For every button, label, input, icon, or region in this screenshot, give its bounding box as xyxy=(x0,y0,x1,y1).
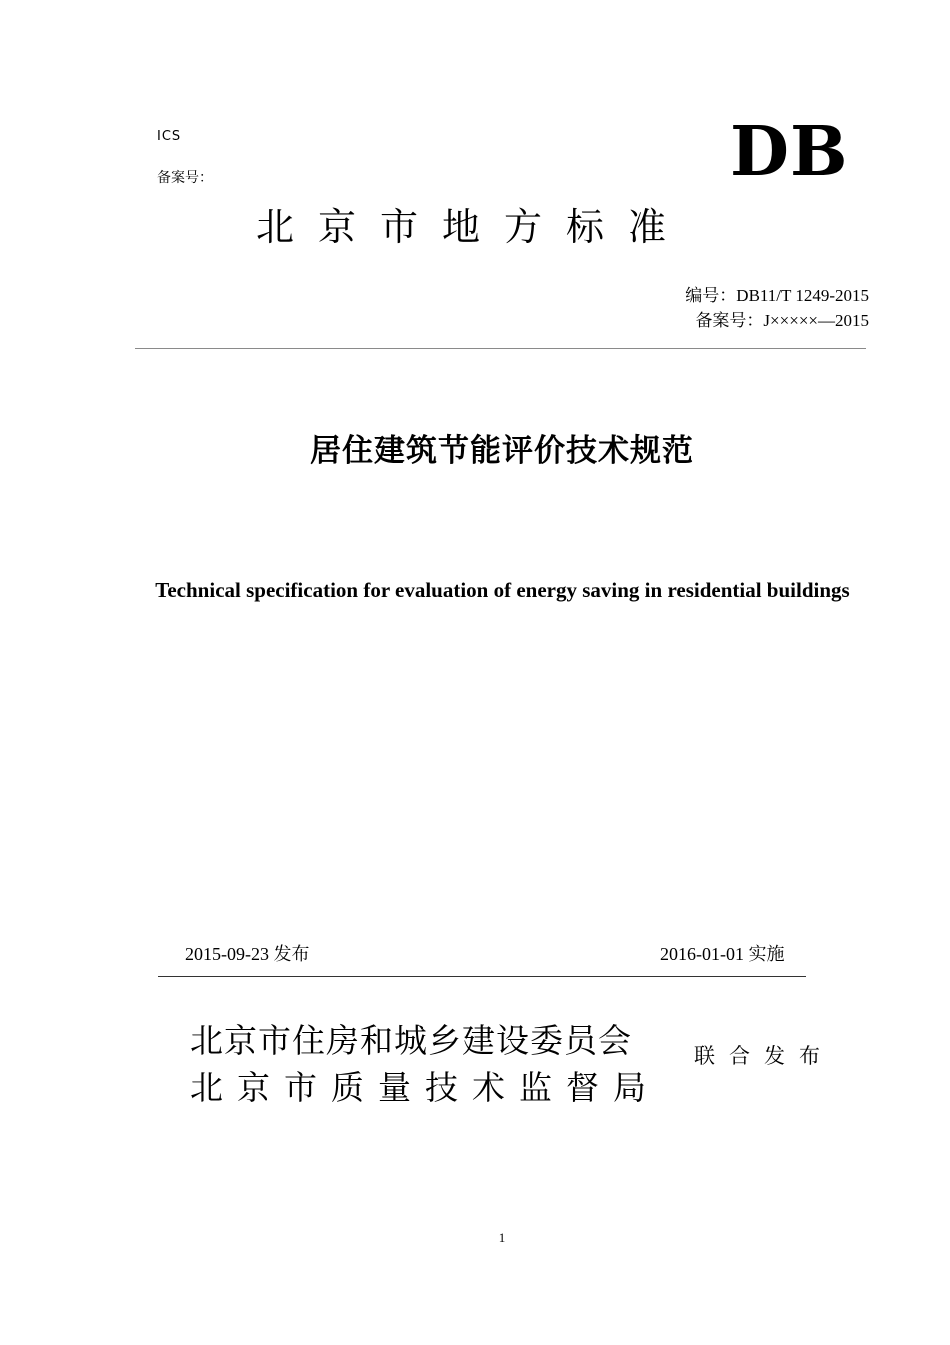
implementation-date: 2016-01-01 实施 xyxy=(660,944,785,964)
db-logo: DB xyxy=(730,112,849,192)
standard-number: 编号：DB11/T 1249-2015 xyxy=(685,286,869,305)
header-divider xyxy=(135,348,866,349)
standard-codes xyxy=(685,283,869,333)
document-title-chinese: 居住建筑节能评价技术规范 xyxy=(310,433,694,469)
page-number: 1 xyxy=(498,1230,506,1245)
standard-type-heading: 北京市地方标准 xyxy=(256,205,691,249)
filing-number-label: 备案号： xyxy=(157,170,213,186)
dates-divider xyxy=(158,976,806,977)
joint-publication-label: 联合发布 xyxy=(694,1044,834,1068)
filing-number: 备案号：J×××××—2015 xyxy=(695,311,869,330)
document-title-english: Technical specification for evaluation of energy saving in residential buildings xyxy=(155,578,850,602)
issue-date: 2015-09-23 发布 xyxy=(185,944,310,964)
publisher-quality-bureau: 北京市质量技术监督局 xyxy=(190,1068,660,1107)
ics-label: ICS xyxy=(157,129,182,144)
publisher-housing-commission: 北京市住房和城乡建设委员会 xyxy=(190,1021,632,1060)
